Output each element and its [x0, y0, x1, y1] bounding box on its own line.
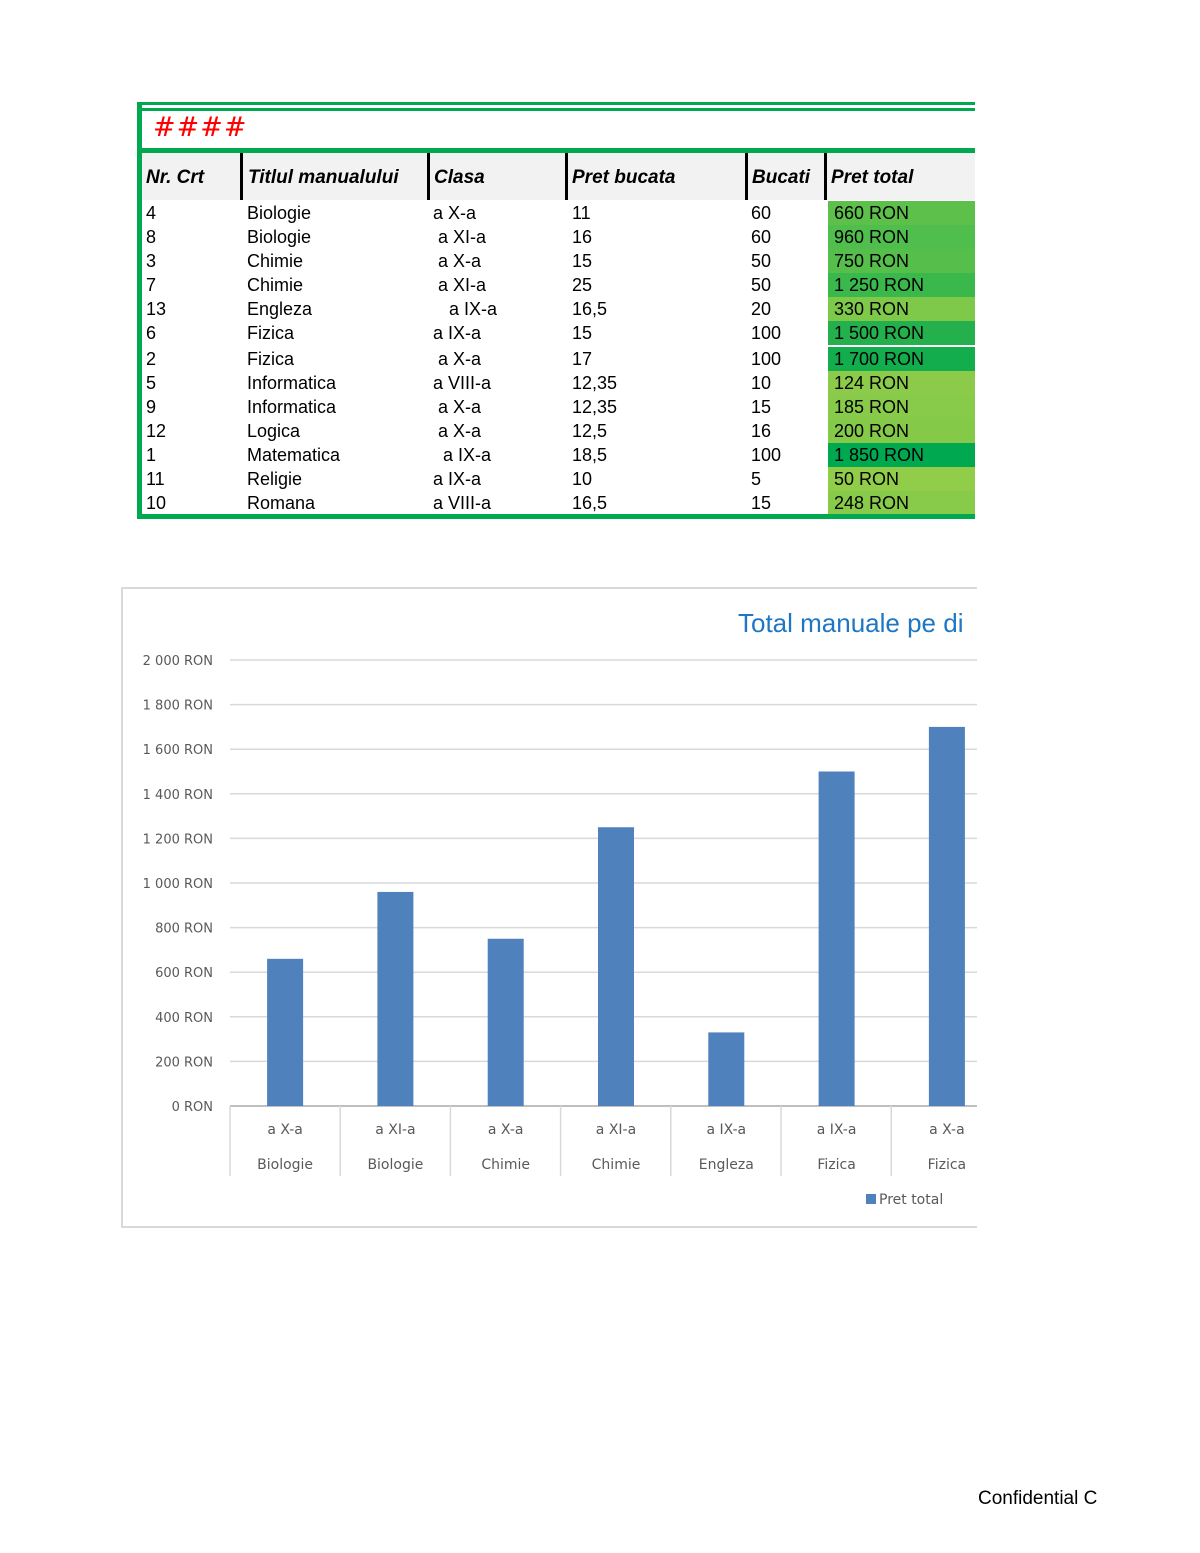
table-row [142, 347, 975, 371]
cell-pret-total-value: 750 RON [834, 251, 910, 271]
x-tick-label-titlu: Fizica [817, 1157, 856, 1173]
cell-nr-crt[interactable]: 2 [146, 349, 157, 369]
x-axis [230, 1106, 977, 1176]
cell-clasa[interactable]: a VIII-a [433, 493, 492, 513]
cell-pret-total[interactable] [828, 491, 975, 515]
x-tick-label-titlu: Biologie [257, 1157, 314, 1173]
cell-pret-total-value: 124 RON [834, 373, 910, 393]
cell-pret-bucata[interactable]: 11 [572, 203, 591, 223]
cell-nr-crt[interactable]: 3 [146, 251, 157, 271]
header-pret-total[interactable]: Pret total [831, 167, 914, 188]
table-row [142, 491, 975, 515]
table-row [142, 297, 975, 321]
cell-pret-bucata[interactable]: 17 [572, 349, 593, 369]
cell-titlu[interactable]: Fizica [247, 323, 295, 343]
y-tick-label: 600 RON [155, 966, 213, 982]
cell-pret-total-value: 200 RON [834, 421, 910, 441]
bar[interactable] [929, 727, 965, 1106]
x-tick-label-clasa: a X-a [267, 1122, 303, 1138]
table-row [142, 273, 975, 297]
cell-pret-total[interactable] [828, 467, 975, 491]
title-cell[interactable]: #### [153, 112, 248, 143]
cell-nr-crt[interactable]: 1 [146, 445, 157, 465]
cell-bucati[interactable]: 5 [751, 469, 762, 489]
cell-pret-bucata[interactable]: 10 [572, 469, 593, 489]
cell-bucati[interactable]: 15 [751, 397, 772, 417]
cell-bucati[interactable]: 100 [751, 323, 782, 343]
y-tick-label: 0 RON [171, 1100, 213, 1115]
x-tick-label-titlu: Chimie [481, 1157, 531, 1173]
header-separator [824, 153, 827, 200]
cell-clasa[interactable]: a X-a [438, 251, 482, 271]
x-tick-label-clasa: a IX-a [706, 1122, 747, 1138]
table-row [142, 467, 975, 491]
x-tick-label-titlu: Engleza [698, 1157, 754, 1173]
x-tick-label-clasa: a X-a [487, 1122, 524, 1138]
table-row [142, 201, 975, 225]
cell-clasa[interactable]: a X-a [438, 349, 482, 369]
bar-chart[interactable] [121, 587, 977, 1228]
y-tick-label: 1 600 RON [142, 743, 213, 759]
cell-bucati[interactable]: 100 [751, 349, 782, 369]
table-top-border [137, 102, 975, 105]
cell-clasa[interactable]: a X-a [438, 421, 482, 441]
cell-nr-crt[interactable]: 4 [146, 203, 157, 223]
cell-titlu[interactable]: Biologie [247, 203, 312, 223]
table-row [142, 249, 975, 273]
cell-pret-total-value: 50 RON [834, 469, 900, 489]
cell-pret-total[interactable] [828, 443, 975, 467]
bar[interactable] [377, 892, 413, 1106]
cell-titlu[interactable]: Matematica [247, 445, 341, 465]
cell-pret-total-value: 960 RON [834, 227, 910, 247]
header-separator [427, 153, 430, 200]
cell-titlu[interactable]: Informatica [247, 373, 337, 393]
table-row [142, 371, 975, 395]
cell-bucati[interactable]: 15 [751, 493, 772, 513]
x-tick-label-titlu: Chimie [591, 1157, 641, 1173]
cell-clasa[interactable]: a IX-a [433, 323, 482, 343]
y-tick-label: 1 400 RON [142, 787, 213, 803]
cell-bucati[interactable]: 60 [751, 227, 772, 247]
cell-pret-total[interactable] [828, 297, 975, 321]
cell-titlu[interactable]: Fizica [247, 349, 295, 369]
cell-titlu[interactable]: Religie [247, 469, 303, 489]
chart-bars [267, 727, 965, 1106]
cell-clasa[interactable]: a X-a [438, 397, 482, 417]
cell-pret-total-value: 1 500 RON [834, 323, 925, 343]
chart-title: Total manuale pe di [738, 608, 964, 638]
cell-titlu[interactable]: Logica [247, 421, 301, 441]
cell-titlu[interactable]: Romana [247, 493, 316, 513]
y-axis-ticks [143, 654, 213, 1115]
cell-clasa[interactable]: a IX-a [449, 299, 498, 319]
cell-titlu[interactable]: Biologie [247, 227, 312, 247]
table-row [142, 321, 975, 345]
table-row [142, 395, 975, 419]
x-tick-label-titlu: Fizica [927, 1157, 967, 1173]
header-separator [565, 153, 568, 200]
cell-nr-crt[interactable]: 6 [146, 323, 157, 343]
cell-pret-bucata[interactable]: 16 [572, 227, 593, 247]
cell-nr-crt[interactable]: 13 [146, 299, 167, 319]
cell-pret-total[interactable] [828, 321, 975, 345]
chart-legend [866, 1192, 943, 1208]
header-pret-bucata[interactable]: Pret bucata [572, 167, 676, 188]
y-tick-label: 1 200 RON [142, 832, 213, 848]
header-separator [745, 153, 748, 200]
header-titlu[interactable]: Titlul manualului [248, 167, 399, 188]
cell-pret-total-value: 660 RON [834, 203, 910, 223]
bar[interactable] [708, 1032, 744, 1106]
cell-clasa[interactable]: a IX-a [443, 445, 492, 465]
cell-pret-bucata[interactable]: 12,5 [572, 421, 608, 441]
legend-swatch [866, 1194, 876, 1204]
cell-bucati[interactable]: 16 [751, 421, 772, 441]
cell-pret-total-value: 1 250 RON [834, 275, 925, 295]
chart-canvas [123, 589, 977, 1228]
cell-pret-bucata[interactable]: 15 [572, 251, 593, 271]
cell-nr-crt[interactable]: 5 [146, 373, 157, 393]
cell-clasa[interactable]: a XI-a [438, 275, 487, 295]
cell-clasa[interactable]: a VIII-a [433, 373, 492, 393]
cell-pret-total[interactable] [828, 347, 975, 371]
cell-pret-total[interactable] [828, 273, 975, 297]
x-tick-label-clasa: a IX-a [816, 1122, 857, 1138]
spreadsheet-table [137, 102, 975, 519]
cell-pret-bucata[interactable]: 12,35 [572, 373, 618, 393]
bar[interactable] [488, 939, 524, 1106]
y-tick-label: 1 000 RON [142, 877, 213, 892]
cell-pret-total-value: 330 RON [834, 299, 910, 319]
cell-nr-crt[interactable]: 10 [146, 493, 167, 513]
cell-pret-total-value: 1 700 RON [834, 349, 925, 369]
table-row [142, 419, 975, 443]
cell-pret-bucata[interactable]: 16,5 [572, 493, 608, 513]
cell-bucati[interactable]: 50 [751, 275, 772, 295]
table-top-border-inner [137, 108, 975, 111]
table-bottom-border [137, 514, 975, 519]
bar[interactable] [267, 959, 303, 1106]
x-tick-label-titlu: Biologie [367, 1157, 424, 1173]
cell-pret-bucata[interactable]: 18,5 [572, 445, 608, 465]
cell-titlu[interactable]: Chimie [247, 275, 304, 295]
cell-nr-crt[interactable]: 8 [146, 227, 157, 247]
cell-titlu[interactable]: Chimie [247, 251, 304, 271]
cell-pret-total[interactable] [828, 249, 975, 273]
cell-bucati[interactable]: 60 [751, 203, 772, 223]
x-tick-label-clasa: a XI-a [595, 1122, 637, 1138]
y-tick-label: 2 000 RON [142, 654, 213, 669]
header-nr-crt[interactable]: Nr. Crt [146, 167, 205, 188]
header-bucati[interactable]: Bucati [752, 167, 811, 188]
x-tick-label-clasa: a X-a [929, 1122, 965, 1138]
bar[interactable] [819, 772, 855, 1107]
cell-pret-bucata[interactable]: 25 [572, 275, 593, 295]
cell-nr-crt[interactable]: 12 [146, 421, 167, 441]
cell-pret-total-value: 185 RON [834, 397, 910, 417]
cell-nr-crt[interactable]: 9 [146, 397, 157, 417]
cell-pret-total[interactable] [828, 395, 975, 419]
cell-pret-total-value: 248 RON [834, 493, 910, 513]
cell-bucati[interactable]: 100 [751, 445, 782, 465]
cell-pret-bucata[interactable]: 15 [572, 323, 593, 343]
header-clasa[interactable]: Clasa [434, 167, 485, 188]
cell-titlu[interactable]: Engleza [247, 299, 313, 319]
x-tick-label-clasa: a XI-a [375, 1122, 416, 1138]
cell-pret-total-value: 1 850 RON [834, 445, 925, 465]
cell-pret-total[interactable] [828, 201, 975, 225]
cell-pret-total[interactable] [828, 225, 975, 249]
cell-bucati[interactable]: 20 [751, 299, 772, 319]
cell-titlu[interactable]: Informatica [247, 397, 337, 417]
bar[interactable] [598, 827, 634, 1106]
table-row [142, 225, 975, 249]
y-tick-label: 1 800 RON [142, 698, 213, 714]
legend-label: Pret total [879, 1192, 944, 1208]
cell-nr-crt[interactable]: 7 [146, 275, 157, 295]
cell-clasa[interactable]: a X-a [433, 203, 477, 223]
cell-nr-crt[interactable]: 11 [146, 469, 165, 489]
y-tick-label: 400 RON [155, 1010, 213, 1026]
cell-bucati[interactable]: 50 [751, 251, 772, 271]
cell-pret-total[interactable] [828, 371, 975, 395]
cell-pret-bucata[interactable]: 16,5 [572, 299, 608, 319]
cell-bucati[interactable]: 10 [751, 373, 772, 393]
cell-pret-total[interactable] [828, 419, 975, 443]
cell-pret-bucata[interactable]: 12,35 [572, 397, 618, 417]
header-separator [240, 153, 243, 200]
y-tick-label: 800 RON [155, 921, 213, 937]
cell-clasa[interactable]: a XI-a [438, 227, 487, 247]
cell-clasa[interactable]: a IX-a [433, 469, 482, 489]
y-tick-label: 200 RON [155, 1055, 213, 1071]
table-row [142, 443, 975, 467]
footer-label: Confidential C [978, 1488, 1098, 1509]
